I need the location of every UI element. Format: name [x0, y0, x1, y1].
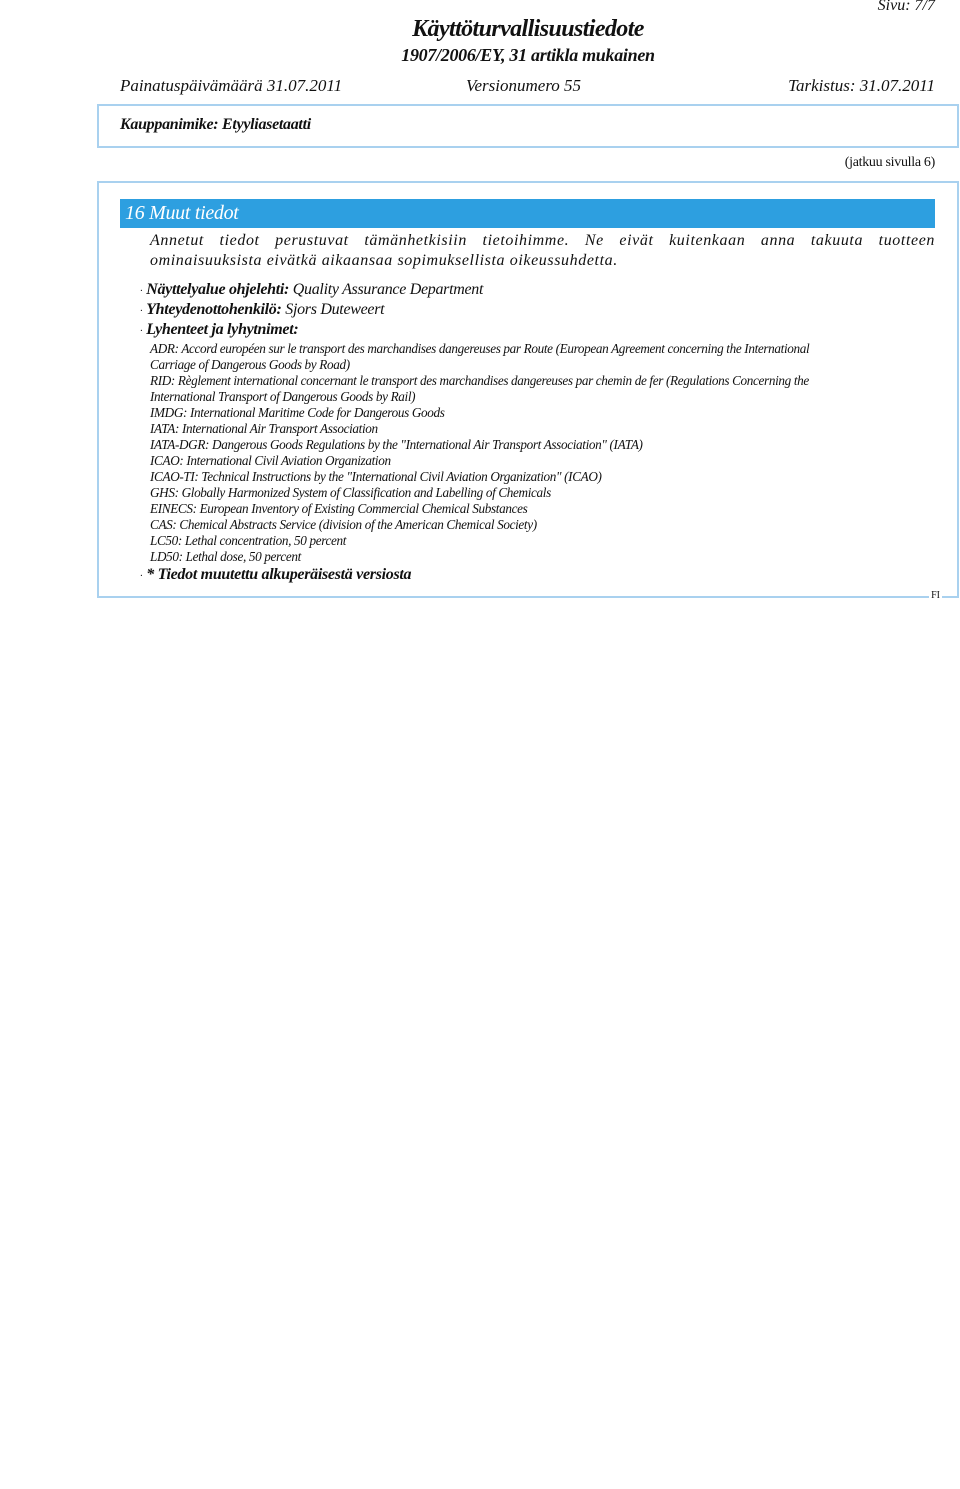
print-date: Painatuspäivämäärä 31.07.2011 — [120, 76, 343, 95]
abbr-line: ICAO: International Civil Aviation Organization — [150, 453, 391, 468]
bullet: · — [140, 571, 143, 582]
trade-name: Kauppanimike: Etyyliasetaatti — [120, 116, 311, 133]
abbr-line: IATA-DGR: Dangerous Goods Regulations by the "International Air Transport Association" (IATA) — [150, 437, 643, 452]
version-number: Versionumero 55 — [466, 76, 582, 95]
abbr-line: IMDG: International Maritime Code for Dangerous Goods — [150, 405, 445, 420]
abbr-line: GHS: Globally Harmonized System of Classification and Labelling of Chemicals — [150, 485, 551, 500]
issuer-value: Quality Assurance Department — [292, 281, 484, 298]
abbreviations-label: Lyhenteet ja lyhytnimet: — [146, 321, 299, 338]
issuer-label: Näyttelyalue ohjelehti: — [146, 281, 290, 298]
issuer-line — [140, 281, 483, 299]
abbr-line: IATA: International Air Transport Association — [150, 421, 378, 436]
page-number: Sivu: 7/7 — [877, 0, 935, 14]
revision-date: Tarkistus: 31.07.2011 — [788, 76, 935, 95]
bullet: · — [140, 326, 143, 337]
changed-note: * Tiedot muutettu alkuperäisestä versiosta — [146, 566, 412, 583]
contact-label: Yhteydenottohenkilö: — [146, 301, 282, 318]
abbreviations-heading — [140, 321, 298, 339]
abbr-line: Carriage of Dangerous Goods by Road) — [150, 357, 350, 372]
abbr-line: LD50: Lethal dose, 50 percent — [150, 549, 301, 564]
bullet: · — [140, 286, 143, 297]
abbr-line: International Transport of Dangerous Goods by Rail) — [150, 389, 416, 404]
contact-line — [140, 301, 384, 319]
abbr-line: RID: Règlement international concernant le transport des marchandises dangereuses par chemin de fer (Regulations Concerning the — [150, 373, 809, 388]
document-title: Käyttöturvallisuustiedote — [412, 16, 644, 42]
bullet: · — [140, 306, 143, 317]
document-subtitle: 1907/2006/EY, 31 artikla mukainen — [401, 45, 655, 65]
abbr-line: CAS: Chemical Abstracts Service (division of the American Chemical Society) — [150, 517, 537, 532]
disclaimer-paragraph: Annetut tiedot perustuvat tämänhetkisiin tietoihimme. Ne eivät kuitenkaan anna takuuta tuotteen ominaisuuksista eivätkä aikaansaa sopimuksellista oikeussuhdetta. — [150, 232, 935, 269]
abbr-line: ADR: Accord européen sur le transport des marchandises dangereuses par Route (European Agreement concerning the International — [150, 341, 810, 356]
abbr-line: ICAO-TI: Technical Instructions by the "International Civil Aviation Organization" (ICAO) — [150, 469, 602, 484]
language-code: FI — [931, 590, 940, 601]
changed-note-line — [140, 566, 411, 584]
abbr-line: LC50: Lethal concentration, 50 percent — [150, 533, 347, 548]
contact-value: Sjors Duteweert — [285, 301, 385, 318]
abbr-line: EINECS: European Inventory of Existing Commercial Chemical Substances — [150, 501, 528, 516]
section-heading: 16 Muut tiedot — [120, 199, 935, 228]
continued-note: (jatkuu sivulla 6) — [844, 155, 935, 170]
